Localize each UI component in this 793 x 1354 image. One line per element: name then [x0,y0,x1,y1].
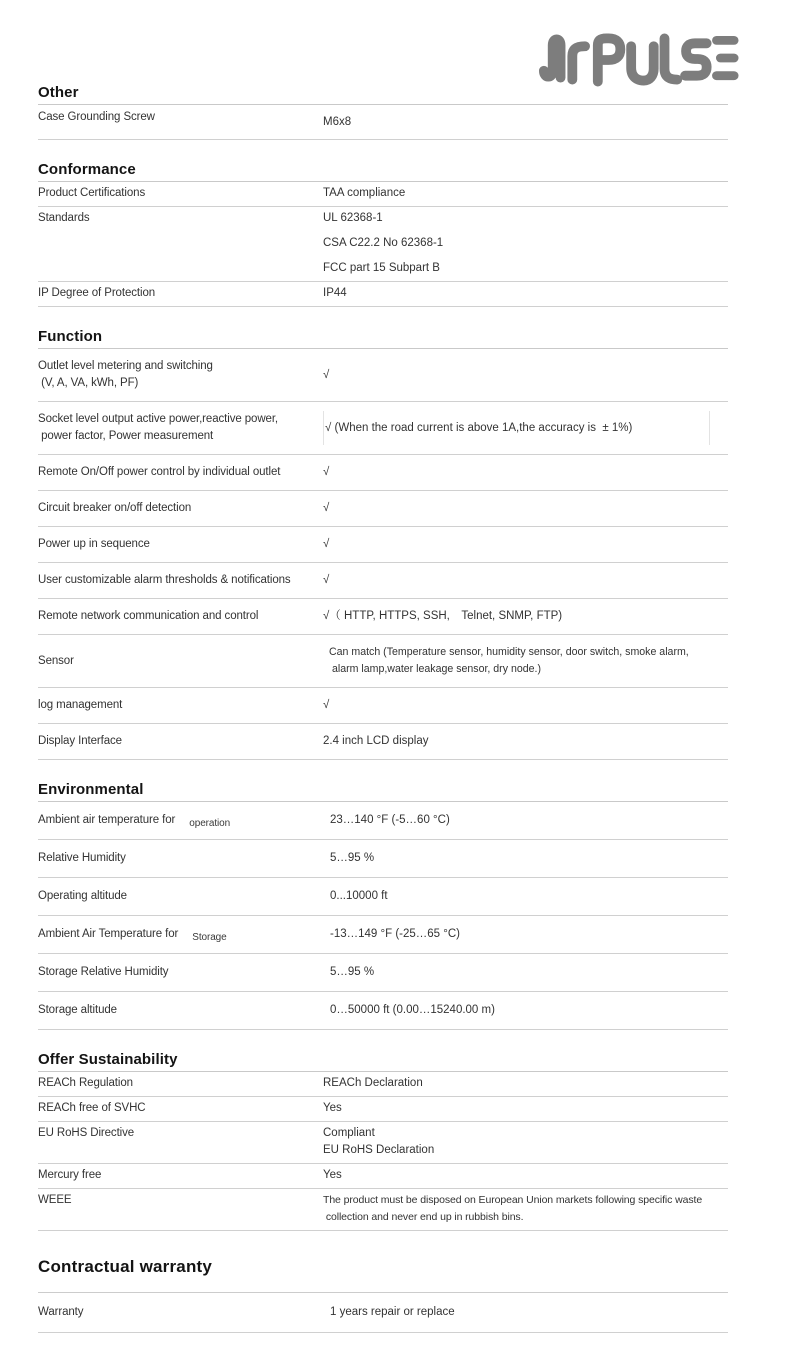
spec-value-line: √（ HTTP, HTTPS, SSH, Telnet, SNMP, FTP) [323,610,563,622]
spec-value [323,210,728,277]
spec-label-line [38,812,323,829]
spec-row [38,916,728,954]
spec-label-line: Socket level output active power,reactive power, [38,413,279,425]
spec-label [38,1125,323,1142]
spec-row [38,182,728,207]
spec-label-line: log management [38,699,123,711]
spec-value [323,888,728,905]
spec-label [38,411,323,445]
spec-label-line: Operating altitude [38,890,127,902]
section-other [38,84,728,140]
spec-label-line: Standards [38,212,90,224]
spec-value-line: CSA C22.2 No 62368-1 [323,237,444,249]
spec-label-line: User customizable alarm thresholds & notifications [38,574,291,586]
spec-label [38,1002,323,1019]
spec-value-line: -13…149 °F (-25…65 °C) [330,928,460,940]
spec-label [38,109,323,126]
brand-logo-graphic [538,26,740,92]
section-title: Environmental [38,781,728,802]
spec-row [38,105,728,140]
spec-row [38,1189,728,1231]
logo-glyph-a [544,39,561,77]
spec-label [38,608,323,625]
spec-label-line: Power up in sequence [38,538,150,550]
spec-label-line: Relative Humidity [38,852,126,864]
spec-label [38,926,323,943]
spec-value [323,926,728,943]
spec-row [38,840,728,878]
spec-label-line: power factor, Power measurement [38,430,214,442]
spec-value-line: Can match (Temperature sensor, humidity sensor, door switch, smoke alarm, [329,646,689,658]
spec-label [38,697,323,714]
spec-value [323,733,728,750]
spec-label-line: Display Interface [38,735,122,747]
spec-label [38,1192,323,1209]
spec-label [38,888,323,905]
spec-label [38,358,323,392]
spec-label [38,850,323,867]
logo-glyph-p [598,38,621,81]
spec-row [38,491,728,527]
spec-label-line: EU RoHS Directive [38,1127,135,1139]
spec-label-line: (V, A, VA, kWh, PF) [38,377,139,389]
spec-value [323,367,728,384]
spec-value-line: collection and never end up in rubbish bins. [323,1211,524,1223]
spec-label-line: Mercury free [38,1169,102,1181]
spec-row [38,1122,728,1164]
spec-value-line: IP44 [323,287,347,299]
spec-label [38,812,323,829]
spec-row [38,992,728,1030]
spec-row [38,1097,728,1122]
spec-row [38,1072,728,1097]
spec-row [38,402,728,455]
logo-glyph-u [572,46,585,79]
spec-value [323,411,710,445]
section-contractual-warranty [38,1257,728,1333]
spec-label-line: Remote On/Off power control by individual outlet [38,466,281,478]
spec-label-suffix: operation [189,817,231,829]
spec-value [323,536,728,553]
spec-value-line: 5…95 % [330,966,375,978]
spec-value [323,1075,728,1092]
spec-label [38,572,323,589]
spec-label-line: Storage Relative Humidity [38,966,169,978]
spec-label-line: REACh free of SVHC [38,1102,146,1114]
section-environmental [38,781,728,1030]
spec-value [323,697,728,714]
spec-value [323,500,728,517]
spec-label [38,1100,323,1117]
spec-value-line: √ [323,538,330,550]
spec-value-line: Yes [323,1169,342,1181]
spec-label-line: WEEE [38,1194,72,1206]
spec-label [38,1167,323,1184]
section-title: Other [38,84,728,105]
spec-row [38,1164,728,1189]
spec-label-text: Ambient Air Temperature for [38,928,179,940]
spec-row [38,527,728,563]
section-offer-sustainability [38,1051,728,1231]
spec-value-line: √ (When the road current is above 1A,the accuracy is ± 1%) [325,421,633,434]
spec-sections [38,84,728,1354]
section-title: Contractual warranty [38,1257,728,1293]
spec-row [38,563,728,599]
spec-value [323,608,728,625]
spec-label [38,464,323,481]
spec-value-line: 1 years repair or replace [330,1306,455,1318]
spec-row [38,207,728,282]
spec-value [323,850,728,867]
spec-value-line: FCC part 15 Subpart B [323,262,440,274]
spec-value-line: 2.4 inch LCD display [323,735,429,747]
logo-glyph-l [664,38,677,79]
spec-value-line: √ [323,466,330,478]
spec-row [38,455,728,491]
spec-label-suffix: Storage [192,931,227,943]
spec-row [38,349,728,402]
spec-label [38,653,323,670]
spec-row [38,1293,728,1333]
spec-label [38,210,323,227]
spec-label [38,964,323,981]
spec-value-line: √ [323,699,330,711]
spec-row [38,878,728,916]
spec-row [38,599,728,635]
spec-label [38,1304,323,1321]
spec-row [38,802,728,840]
spec-value [323,1192,728,1226]
spec-label [38,1075,323,1092]
spec-label-line [38,926,323,943]
spec-value-line: 5…95 % [330,852,375,864]
spec-row [38,635,728,688]
spec-value-line: √ [323,368,330,381]
spec-label-line: Storage altitude [38,1004,117,1016]
spec-value [323,572,728,589]
spec-value-line: √ [323,502,330,514]
logo-glyph-e [716,40,734,75]
spec-value-line: The product must be disposed on European Union markets following specific waste [323,1194,703,1206]
spec-value-line: TAA compliance [323,187,406,199]
spec-label [38,285,323,302]
spec-value-line: 0...10000 ft [330,890,388,902]
brand-logo [538,26,740,92]
spec-value-line: 23…140 °F (-5…60 °C) [330,814,450,826]
spec-value-line: M6x8 [323,116,352,128]
spec-label-line: Product Certifications [38,187,146,199]
logo-glyph-u2 [631,46,654,80]
spec-value-line: EU RoHS Declaration [323,1144,435,1156]
spec-label-line: Warranty [38,1306,84,1318]
spec-label-line: Circuit breaker on/off detection [38,502,192,514]
logo-glyph-s [685,43,707,75]
section-title: Function [38,328,728,349]
spec-value [323,644,728,678]
spec-value [323,964,728,981]
spec-row [38,724,728,760]
spec-value [323,1125,728,1159]
spec-label-line: Case Grounding Screw [38,111,155,123]
spec-value [323,1002,728,1019]
spec-value-line: √ [323,574,330,586]
spec-row [38,688,728,724]
spec-value [323,812,728,829]
spec-value [323,464,728,481]
section-title: Offer Sustainability [38,1051,728,1072]
spec-value [323,185,728,202]
spec-value [323,285,728,302]
spec-value [323,1100,728,1117]
spec-label-line: Remote network communication and control [38,610,259,622]
spec-label-line: REACh Regulation [38,1077,133,1089]
spec-label-line: Outlet level metering and switching [38,360,213,372]
spec-label [38,536,323,553]
spec-value-line: REACh Declaration [323,1077,423,1089]
spec-label [38,185,323,202]
section-title: Conformance [38,161,728,182]
spec-label [38,733,323,750]
spec-row [38,282,728,307]
section-conformance [38,161,728,307]
section-function [38,328,728,760]
spec-value [323,1167,728,1184]
spec-label-text: Ambient air temperature for [38,814,176,826]
spec-value [323,109,728,131]
spec-value-line: UL 62368-1 [323,212,383,224]
spec-value-line: 0…50000 ft (0.00…15240.00 m) [330,1004,495,1016]
spec-value-line: Compliant [323,1127,375,1139]
spec-value-line: alarm lamp,water leakage sensor, dry node.) [329,663,541,675]
spec-label [38,500,323,517]
spec-label-line: IP Degree of Protection [38,287,156,299]
spec-value [323,1304,728,1321]
spec-row [38,954,728,992]
spec-value-line: Yes [323,1102,342,1114]
spec-label-line: Sensor [38,654,74,667]
